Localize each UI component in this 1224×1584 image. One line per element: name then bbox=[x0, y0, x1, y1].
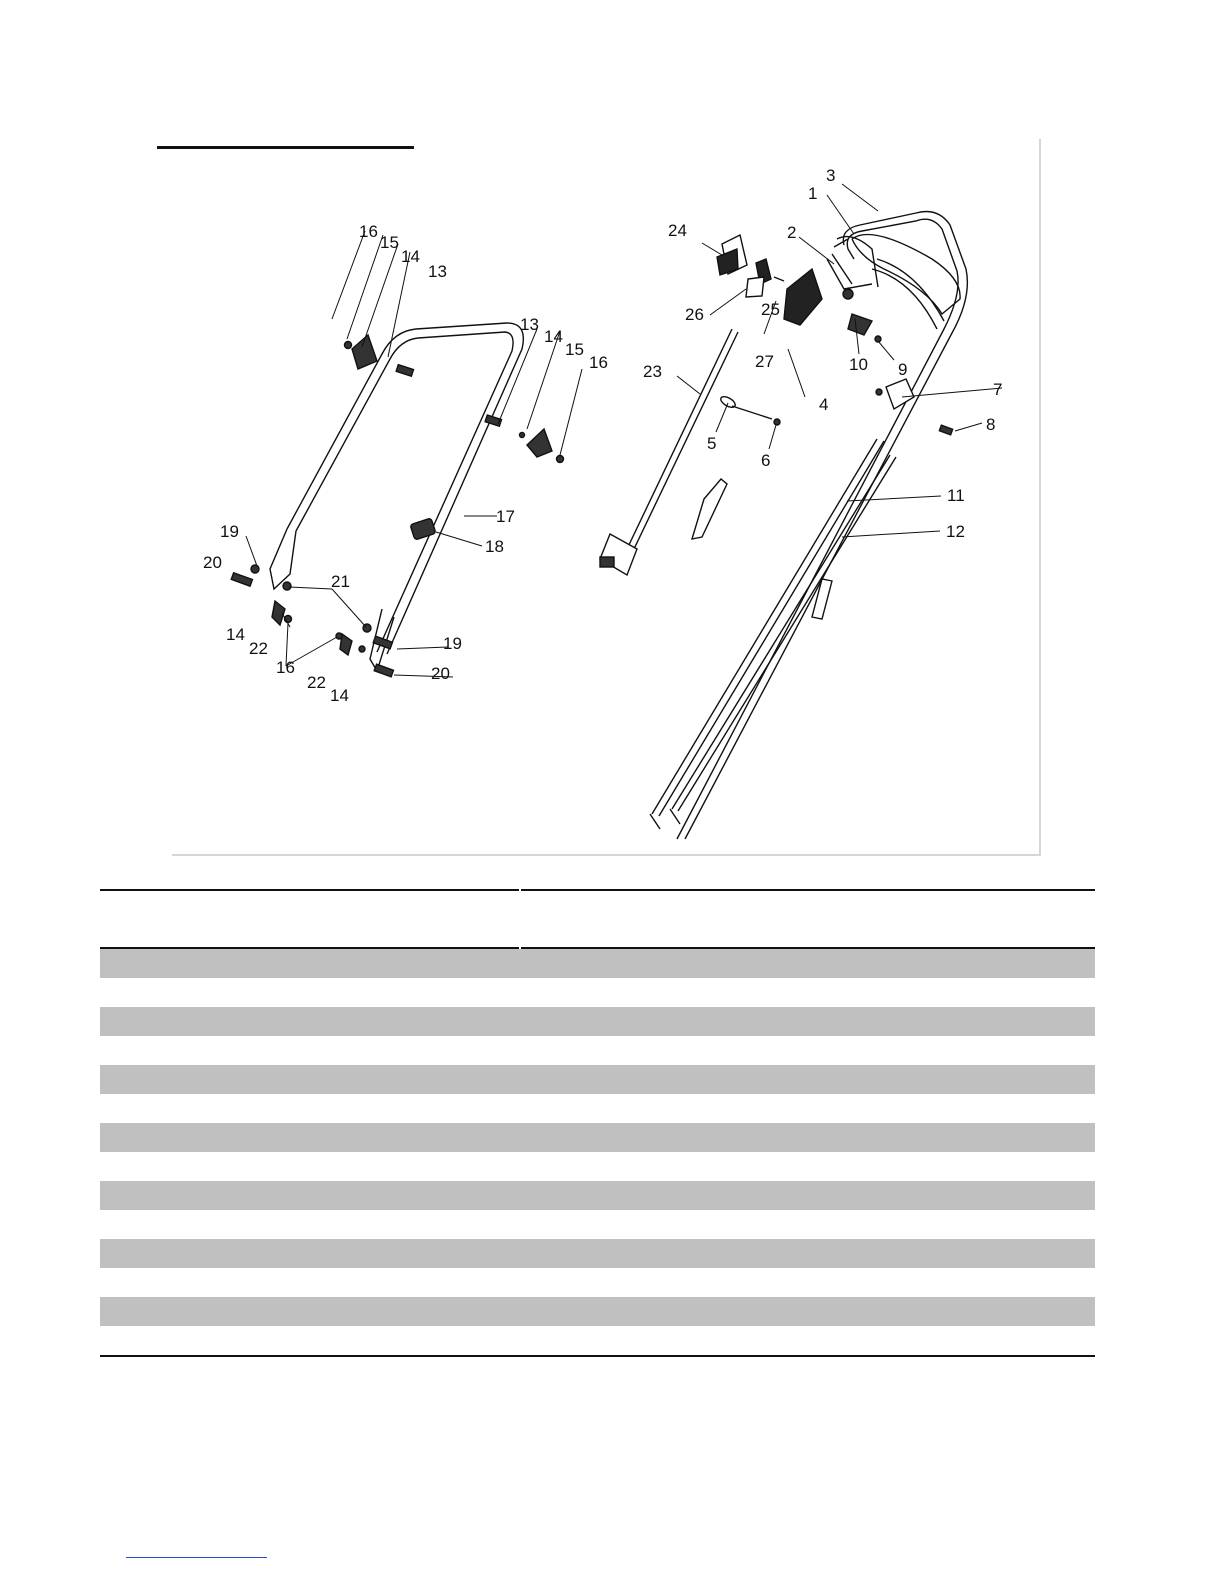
table-cell bbox=[100, 978, 519, 1007]
table-cell bbox=[521, 1268, 1095, 1297]
callout-17: 17 bbox=[496, 507, 515, 526]
callout-13-a: 13 bbox=[428, 262, 447, 281]
table-row bbox=[100, 1123, 1095, 1152]
callout-leaders bbox=[246, 184, 1002, 677]
callout-1: 1 bbox=[808, 184, 818, 203]
table-cell bbox=[521, 1326, 1095, 1355]
table-cell bbox=[100, 1268, 519, 1297]
table-header-col-1 bbox=[100, 891, 519, 947]
callout-6: 6 bbox=[761, 451, 771, 470]
table-row bbox=[100, 1152, 1095, 1181]
table-cell bbox=[521, 1065, 1095, 1094]
callout-21: 21 bbox=[331, 572, 350, 591]
table-cell bbox=[100, 1297, 519, 1326]
table-row bbox=[100, 978, 1095, 1007]
table-row bbox=[100, 1210, 1095, 1239]
handle-knob-top-left bbox=[345, 335, 414, 376]
callout-22-a: 22 bbox=[249, 639, 268, 658]
callout-24: 24 bbox=[668, 221, 687, 240]
table-row bbox=[100, 1326, 1095, 1355]
table-cell bbox=[521, 1297, 1095, 1326]
callout-14-b: 14 bbox=[544, 327, 563, 346]
table-cell bbox=[521, 1123, 1095, 1152]
callout-22-b: 22 bbox=[307, 673, 326, 692]
callout-7: 7 bbox=[993, 380, 1003, 399]
callout-14-c: 14 bbox=[226, 625, 245, 644]
callout-19-b: 19 bbox=[443, 634, 462, 653]
callout-26: 26 bbox=[685, 305, 704, 324]
table-cell bbox=[521, 978, 1095, 1007]
upper-handle-frame bbox=[677, 212, 967, 840]
power-cord bbox=[600, 329, 738, 575]
callout-13-b: 13 bbox=[520, 315, 539, 334]
table-cell bbox=[100, 1181, 519, 1210]
table-cell bbox=[521, 1036, 1095, 1065]
callout-3: 3 bbox=[826, 166, 836, 185]
callout-20-a: 20 bbox=[203, 553, 222, 572]
callout-18: 18 bbox=[485, 537, 504, 556]
bowden-cables bbox=[650, 439, 896, 829]
table-cell bbox=[100, 1094, 519, 1123]
table-bottom-rule bbox=[100, 1355, 1095, 1357]
callout-25: 25 bbox=[761, 300, 780, 319]
callout-4: 4 bbox=[819, 395, 829, 414]
callout-2: 2 bbox=[787, 223, 797, 242]
callout-27: 27 bbox=[755, 352, 774, 371]
table-header-col-2 bbox=[521, 891, 1095, 947]
callout-12: 12 bbox=[946, 522, 965, 541]
callout-10: 10 bbox=[849, 355, 868, 374]
callout-19-a: 19 bbox=[220, 522, 239, 541]
table-row bbox=[100, 1297, 1095, 1326]
table-cell bbox=[100, 949, 519, 978]
table-cell bbox=[100, 1007, 519, 1036]
table-row bbox=[100, 1094, 1095, 1123]
table-cell bbox=[521, 1152, 1095, 1181]
table-cell bbox=[521, 1239, 1095, 1268]
lower-fasteners bbox=[231, 565, 393, 677]
table-row bbox=[100, 1268, 1095, 1297]
table-row bbox=[100, 949, 1095, 978]
callout-16-b: 16 bbox=[589, 353, 608, 372]
table-cell bbox=[521, 1094, 1095, 1123]
table-cell bbox=[100, 1210, 519, 1239]
table-cell bbox=[100, 1326, 519, 1355]
table-row bbox=[100, 1036, 1095, 1065]
table-row bbox=[100, 1181, 1095, 1210]
callout-labels bbox=[203, 166, 1002, 705]
footer-link-underline[interactable] bbox=[126, 1557, 267, 1558]
callout-15-a: 15 bbox=[380, 233, 399, 252]
table-cell bbox=[100, 1152, 519, 1181]
table-cell bbox=[100, 1123, 519, 1152]
handle-knob-top-right bbox=[485, 415, 563, 463]
table-cell bbox=[521, 1181, 1095, 1210]
callout-23: 23 bbox=[643, 362, 662, 381]
table-cell bbox=[521, 1007, 1095, 1036]
callout-8: 8 bbox=[986, 415, 996, 434]
table-header bbox=[100, 889, 1095, 949]
callout-9: 9 bbox=[898, 360, 908, 379]
cable-lever bbox=[827, 254, 953, 435]
callout-20-b: 20 bbox=[431, 664, 450, 683]
cable-clip bbox=[410, 518, 436, 540]
table-row bbox=[100, 1239, 1095, 1268]
callout-5: 5 bbox=[707, 434, 717, 453]
callout-15-b: 15 bbox=[565, 340, 584, 359]
table-row bbox=[100, 1065, 1095, 1094]
table-cell bbox=[100, 1036, 519, 1065]
callout-11: 11 bbox=[947, 486, 965, 505]
callout-16-c: 16 bbox=[276, 658, 295, 677]
parts-table bbox=[100, 889, 1095, 1357]
callout-14-a: 14 bbox=[401, 247, 420, 266]
table-cell bbox=[521, 1210, 1095, 1239]
callout-16-a: 16 bbox=[359, 222, 378, 241]
table-cell bbox=[521, 949, 1095, 978]
table-cell bbox=[100, 1239, 519, 1268]
callout-14-d: 14 bbox=[330, 686, 349, 705]
table-row bbox=[100, 1007, 1095, 1036]
lower-handle-frame bbox=[270, 323, 523, 671]
table-cell bbox=[100, 1065, 519, 1094]
exploded-parts-diagram bbox=[172, 139, 1041, 856]
